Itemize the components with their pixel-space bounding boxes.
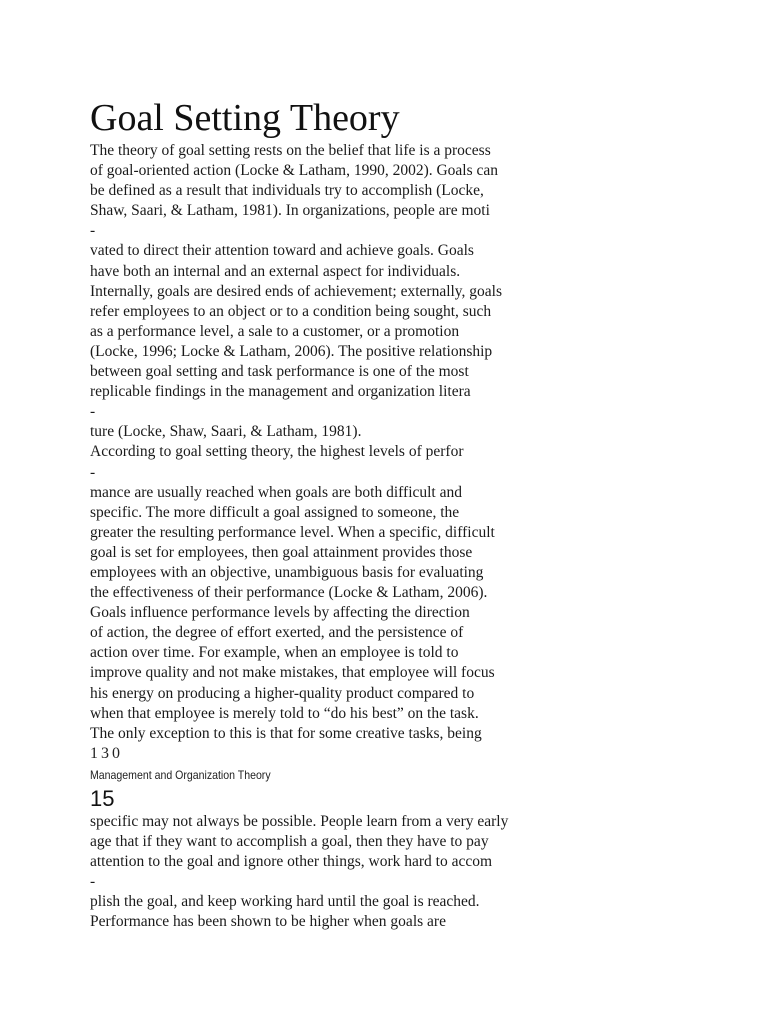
- text-line: -: [90, 463, 96, 481]
- text-line: as a performance level, a sale to a customer, or a promotion: [90, 322, 460, 340]
- text-line: Performance has been shown to be higher when goals are: [90, 913, 446, 931]
- text-line: replicable findings in the management and organization litera: [90, 383, 471, 401]
- text-line: plish the goal, and keep working hard until the goal is reached.: [90, 893, 480, 911]
- text-line: greater the resulting performance level. When a specific, difficult: [90, 523, 495, 541]
- text-line: be defined as a result that individuals try to accomplish (Locke,: [90, 182, 484, 200]
- text-line: of action, the degree of effort exerted, and the persistence of: [90, 624, 464, 642]
- text-line: Shaw, Saari, & Latham, 1981). In organizations, people are moti: [90, 202, 490, 220]
- text-line: ture (Locke, Shaw, Saari, & Latham, 1981).: [90, 423, 362, 441]
- body-text-after: [90, 812, 750, 933]
- text-line: his energy on producing a higher-quality product compared to: [90, 684, 475, 702]
- body-text-before: [90, 141, 750, 744]
- text-line: age that if they want to accomplish a goal, then they have to pay: [90, 832, 489, 850]
- text-line: have both an internal and an external aspect for individuals.: [90, 262, 461, 280]
- text-line: of goal-oriented action (Locke & Latham, 1990, 2002). Goals can: [90, 162, 499, 180]
- page-number: 130: [90, 744, 123, 762]
- running-head: Management and Organization Theory: [90, 767, 271, 782]
- text-line: specific may not always be possible. People learn from a very early: [90, 812, 509, 830]
- text-line: vated to direct their attention toward and achieve goals. Goals: [90, 242, 474, 260]
- text-line: attention to the goal and ignore other things, work hard to accom: [90, 853, 493, 870]
- text-line: -: [90, 403, 96, 421]
- text-line: action over time. For example, when an employee is told to: [90, 644, 459, 662]
- page-title: Goal Setting Theory: [90, 97, 400, 139]
- text-line: the effectiveness of their performance (Locke & Latham, 2006).: [90, 584, 488, 602]
- text-line: According to goal setting theory, the highest levels of perfor: [90, 443, 464, 461]
- text-line: -: [90, 222, 96, 240]
- text-line: The theory of goal setting rests on the belief that life is a process: [90, 142, 491, 159]
- document-page: [90, 96, 750, 932]
- text-line: refer employees to an object or to a condition being sought, such: [90, 302, 492, 320]
- text-line: specific. The more difficult a goal assigned to someone, the: [90, 503, 460, 521]
- text-line: when that employee is merely told to “do his best” on the task.: [90, 704, 479, 722]
- text-line: -: [90, 873, 96, 891]
- text-line: Internally, goals are desired ends of achievement; externally, goals: [90, 282, 503, 300]
- text-line: mance are usually reached when goals are both difficult and: [90, 483, 462, 501]
- text-line: goal is set for employees, then goal attainment provides those: [90, 543, 473, 561]
- text-line: between goal setting and task performance is one of the most: [90, 363, 469, 381]
- text-line: (Locke, 1996; Locke & Latham, 2006). The positive relationship: [90, 342, 493, 360]
- chapter-number: 15: [90, 785, 115, 811]
- text-line: employees with an objective, unambiguous basis for evaluating: [90, 563, 484, 581]
- text-line: improve quality and not make mistakes, that employee will focus: [90, 664, 495, 682]
- text-line: The only exception to this is that for some creative tasks, being: [90, 724, 482, 742]
- text-line: Goals influence performance levels by affecting the direction: [90, 604, 470, 622]
